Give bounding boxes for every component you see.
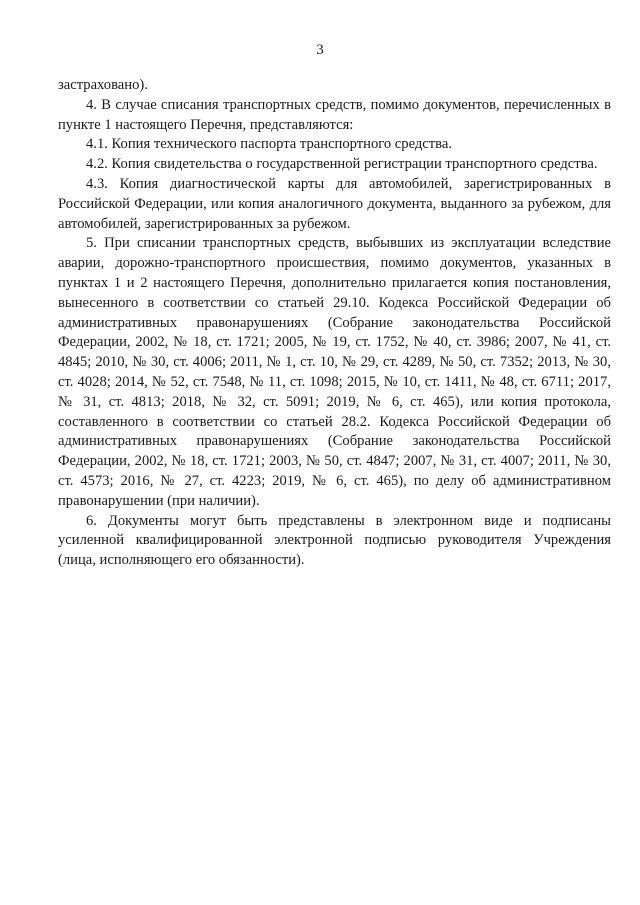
page-number: 3 — [316, 42, 324, 58]
paragraph-item-4-2: 4.2. Копия свидетельства о государственной регистрации транспортного средства. — [86, 156, 598, 173]
paragraph-item-4: 4. В случае списания транспортных средств, помимо документов, перечисленных в пункте 1 настоящего Перечня, представляются: — [58, 96, 611, 133]
paragraph-item-4-3: 4.3. Копия диагностической карты для автомобилей, зарегистрированных в Российской Федерации, или копия аналогичного документа, выданного за рубежом, для автомобилей, зарегистрированных за рубежом. — [58, 175, 611, 232]
paragraph-item-4-1: 4.1. Копия технического паспорта транспортного средства. — [86, 136, 452, 153]
paragraph-continuation: застраховано). — [58, 77, 148, 93]
document-body — [58, 76, 611, 571]
paragraph-item-6: 6. Документы могут быть представлены в электронном виде и подписаны усиленной квалифицированной электронной подписью руководителя Учреждения (лица, исполняющего его обязанности). — [58, 512, 611, 569]
paragraph-item-5: 5. При списании транспортных средств, выбывших из эксплуатации вследствие аварии, дорожно-транспортного происшествия, помимо документов, указанных в пунктах 1 и 2 настоящего Перечня, дополнительно прилагается копия постановления, вынесенного в соответствии со статьей 29.10. Кодекса Российской Федерации об административных правонарушениях (Собрание законодательства Российской Федерации, 2002, № 18, ст. 1721; 2005, № 19, ст. 1752, № 40, ст. 3986; 2007, № 41, ст. 4845; 2010, № 30, ст. 4006; 2011, № 1, ст. 10, № 29, ст. 4289, № 50, ст. 7352; 2013, № 30, ст. 4028; 2014, № 52, ст. 7548, № 11, ст. 1098; 2015, № 10, ст. 1411, № 48, ст. 6711; 2017, № 31, ст. 4813; 2018, № 32, ст. 5091; 2019, № 6, ст. 465), или копия протокола, составленного в соответствии со статьей 28.2. Кодекса Российской Федерации об административных правонарушениях (Собрание законодательства Российской Федерации, 2002, № 18, ст. 1721; 2003, № 50, ст. 4847; 2007, № 31, ст. 4007; 2011, № 30, ст. 4573; 2016, № 27, ст. 4223; 2019, № 6, ст. 465), по делу об административном правонарушении (при наличии). — [58, 235, 611, 509]
